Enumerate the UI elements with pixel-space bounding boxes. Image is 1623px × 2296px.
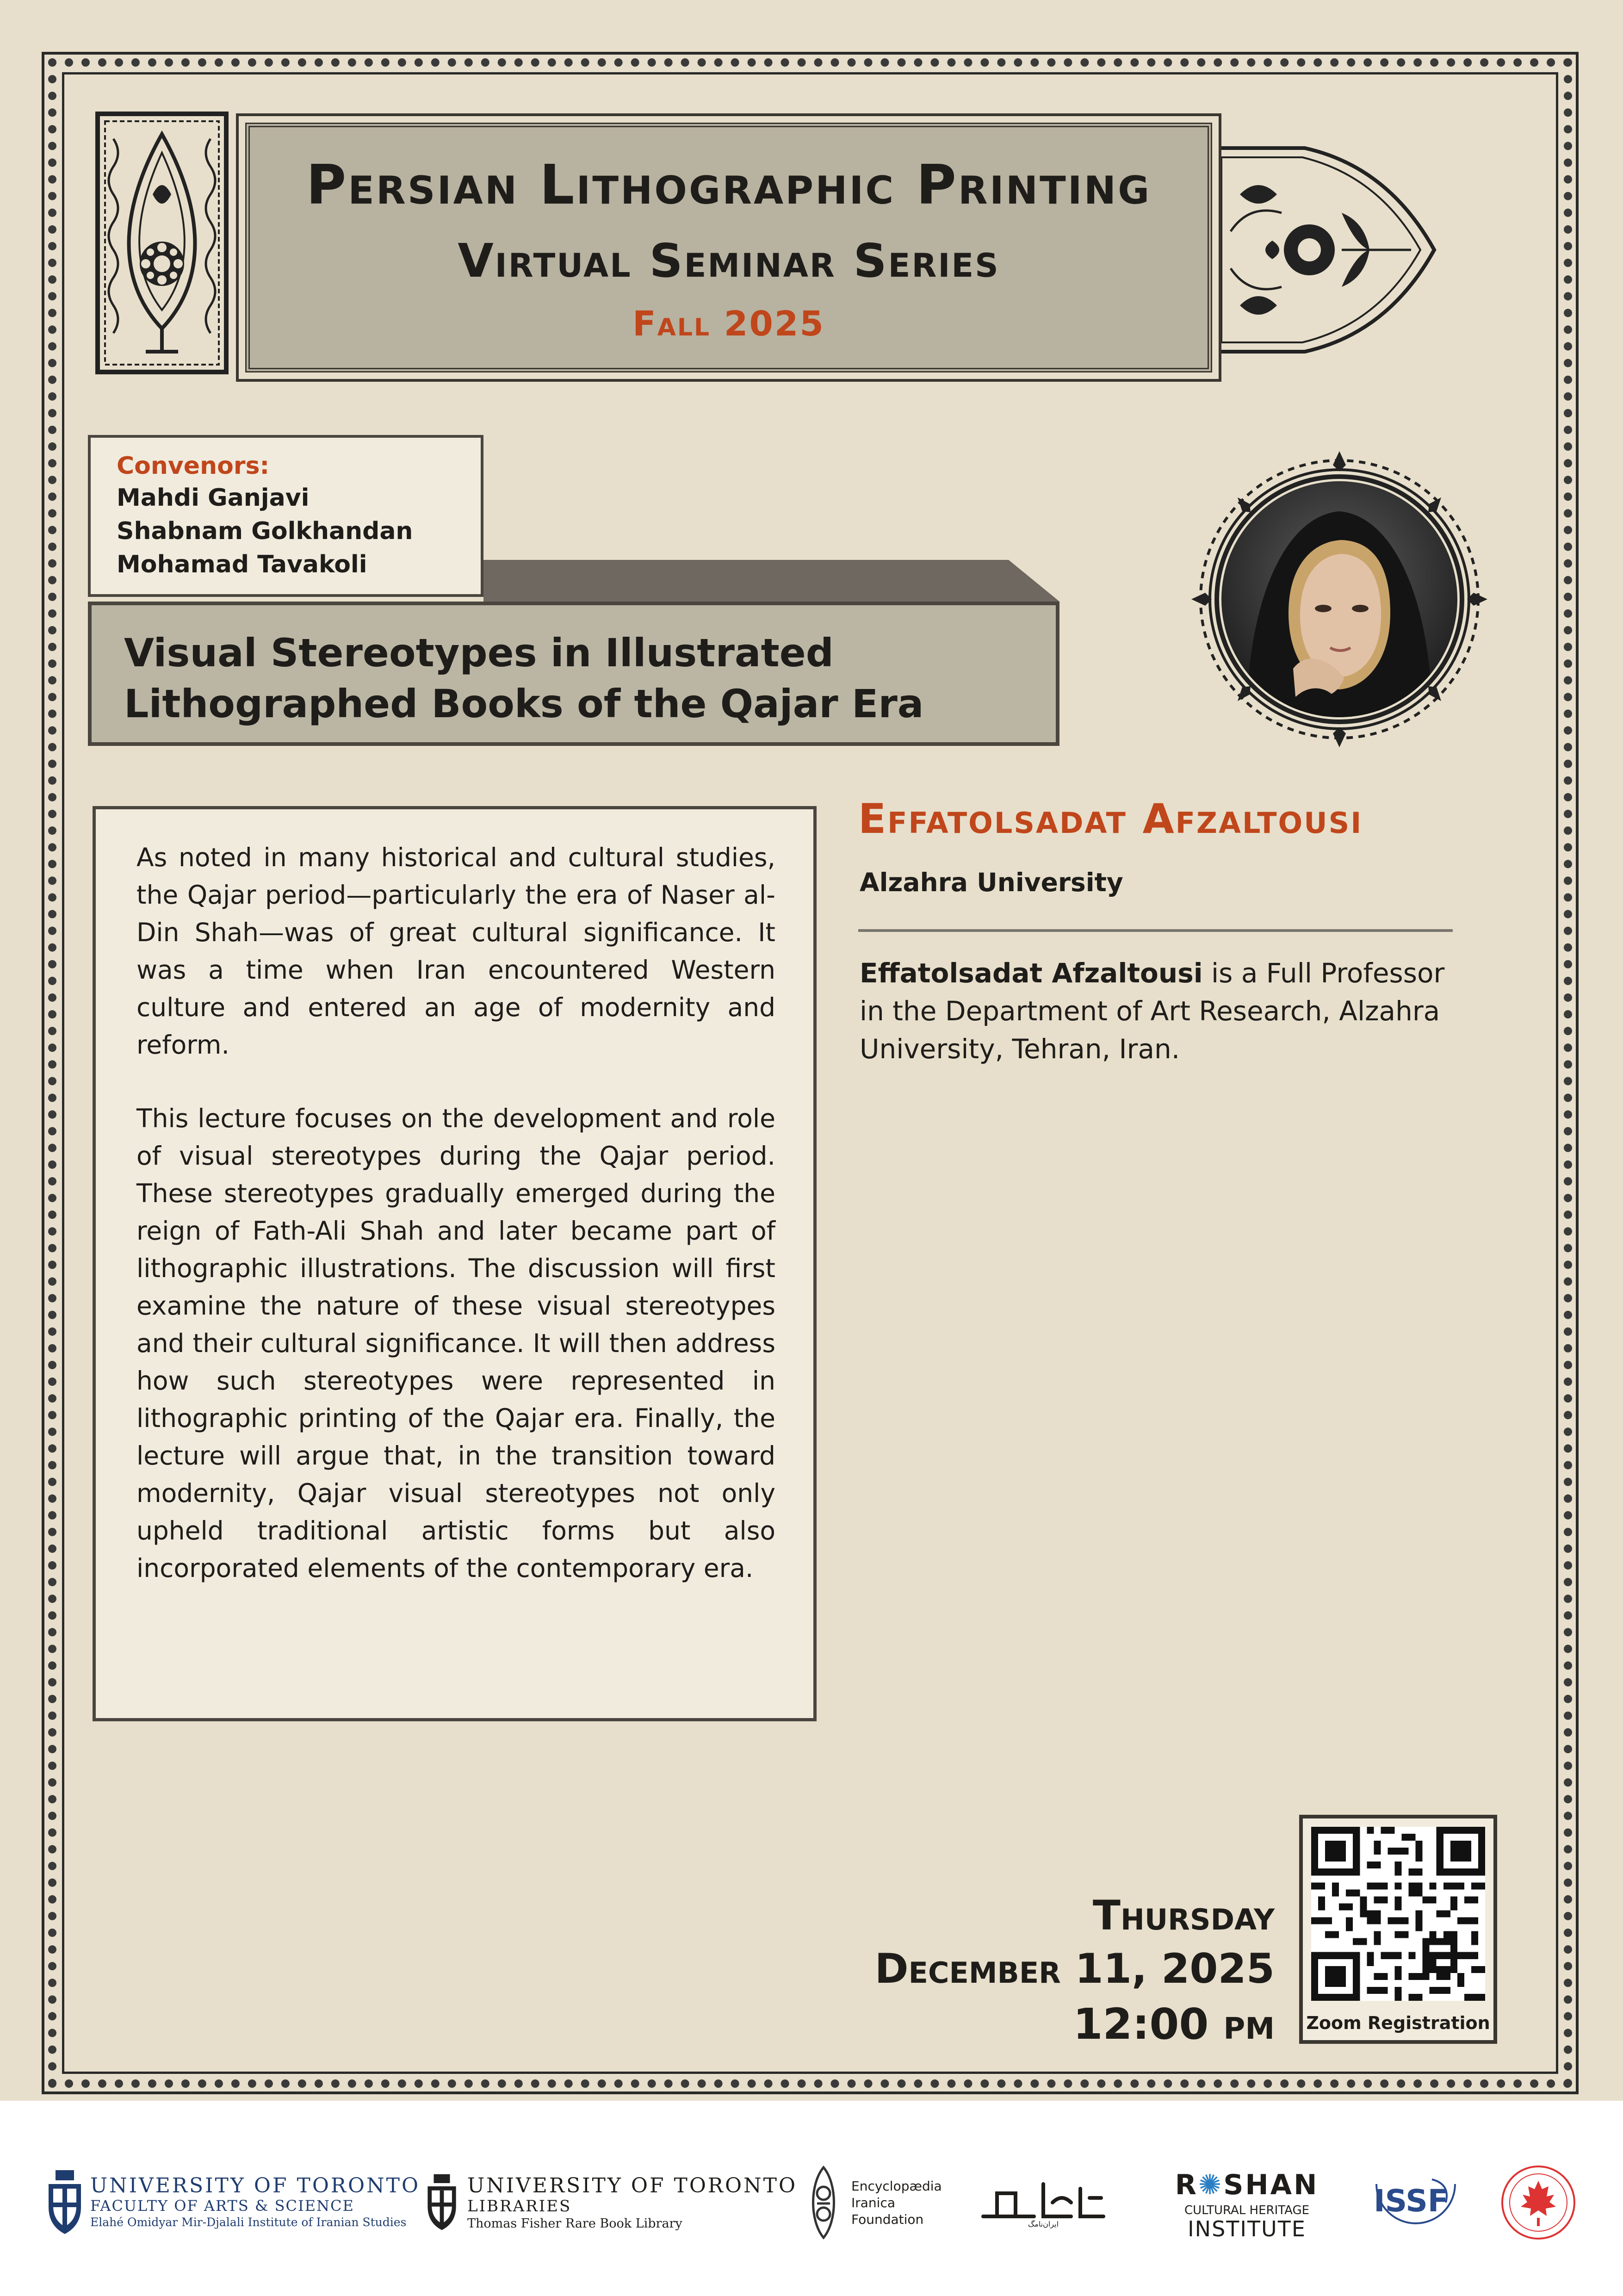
abstract-box [93, 806, 817, 1721]
convenor-name: Mahdi Ganjavi [117, 484, 310, 512]
roshan-institute-logo [1164, 2170, 1330, 2240]
uoft-arts-science-logo [46, 2170, 421, 2235]
iran-namag-logo [979, 2175, 1108, 2230]
series-title: Persian Lithographic Printing [306, 153, 1152, 217]
talk-title-box [88, 602, 1059, 746]
issf-text: ISSF [1374, 2183, 1449, 2219]
uoft-arts-faculty: FACULTY OF ARTS & SCIENCE [90, 2197, 354, 2215]
iranica-line3: Foundation [851, 2212, 924, 2227]
event-date: December 11, 2025 [874, 1945, 1275, 1992]
event-day: Thursday [1092, 1892, 1275, 1939]
iranica-emblem-icon [805, 2166, 842, 2240]
canadian-society-logo [1499, 2163, 1578, 2242]
floral-tile-ornament-icon [95, 111, 229, 375]
series-subtitle: Virtual Seminar Series [458, 234, 1000, 288]
uoft-crest-icon [46, 2170, 83, 2235]
iranica-line1: Encyclopædia [851, 2178, 942, 2194]
series-term: Fall 2025 [632, 304, 825, 344]
sponsor-footer [0, 2101, 1623, 2296]
roshan-line2: CULTURAL HERITAGE [1184, 2203, 1310, 2217]
uoft-libraries-label: LIBRARIES [467, 2197, 572, 2215]
convenor-name: Shabnam Golkhandan [117, 517, 413, 545]
talk-title-line1: Visual Stereotypes in Illustrated [124, 630, 834, 676]
speaker-portrait [1191, 419, 1487, 757]
qr-code-icon[interactable] [1311, 1827, 1485, 2001]
roshan-line3: INSTITUTE [1188, 2216, 1306, 2241]
roshan-name-first: R [1175, 2169, 1198, 2201]
uoft-libraries-logo [426, 2170, 798, 2235]
issf-logo [1363, 2170, 1469, 2235]
uoft-libraries-name: UNIVERSITY OF TORONTO [467, 2174, 798, 2197]
uoft-arts-institute: Elahé Omidyar Mir-Djalali Institute of Iranian Studies [90, 2215, 407, 2229]
roshan-name [1164, 2170, 1330, 2200]
speaker-bio-text: is a Full Professor in the Department of Art Research, Alzahra University, Tehran, Iran. [860, 957, 1445, 1065]
abstract-paragraph: As noted in many historical and cultural studies, the Qajar period—particularly the era of Naser al-Din Shah—was of great cultural significance. It was a time when Iran encountered Western culture and entered an age of modernity and reform. [136, 843, 775, 1060]
uoft-libraries-fisher: Thomas Fisher Rare Book Library [467, 2216, 682, 2231]
event-time: 12:00 pm [1073, 1999, 1275, 2049]
iranica-foundation-logo [805, 2166, 944, 2240]
title-slab-bevel [88, 560, 1059, 602]
iranica-line2: Iranica [851, 2195, 896, 2210]
iran-namag-calligraphy-icon [979, 2175, 1108, 2230]
abstract-paragraph: This lecture focuses on the development and role of visual stereotypes during the Qajar period. These stereotypes gradually emerged during the reign of Fath-Ali Shah and later became part of lithographic illustrations. The discussion will first examine the nature of these visual stereotypes and their cultural significance. It will then address how such stereotypes were represented in lithographic printing of the Qajar era. Finally, the lecture will argue that, in the transition toward modernity, Qajar visual stereotypes not only upheld traditional artistic forms but also incorporated elements of the contemporary era. [136, 1104, 775, 1583]
event-datetime [833, 1890, 1275, 2052]
title-banner [245, 123, 1212, 372]
divider [858, 929, 1453, 932]
speaker-affiliation: Alzahra University [860, 868, 1123, 897]
maple-leaf-seal-icon [1499, 2163, 1578, 2242]
uoft-arts-name: UNIVERSITY OF TORONTO [90, 2174, 421, 2197]
qr-label: Zoom Registration [1306, 2013, 1490, 2033]
convenors-label: Convenors: [117, 452, 270, 480]
convenor-name: Mohamad Tavakoli [117, 551, 367, 578]
speaker-bio-name: Effatolsadat Afzaltousi [860, 957, 1203, 989]
roshan-sun-icon: ✺ [1198, 2169, 1224, 2201]
speaker-bio [860, 954, 1461, 1068]
speaker-name: Effatolsadat Afzaltousi [858, 795, 1363, 843]
iran-namag-text: ایران‌نامگ [1028, 2220, 1059, 2228]
uoft-crest-icon [426, 2170, 458, 2235]
arabesque-ornament-icon [1203, 139, 1443, 361]
talk-title-line2: Lithographed Books of the Qajar Era [124, 681, 924, 726]
roshan-name-rest: SHAN [1223, 2169, 1319, 2201]
zoom-registration-qr[interactable] [1299, 1815, 1497, 2044]
